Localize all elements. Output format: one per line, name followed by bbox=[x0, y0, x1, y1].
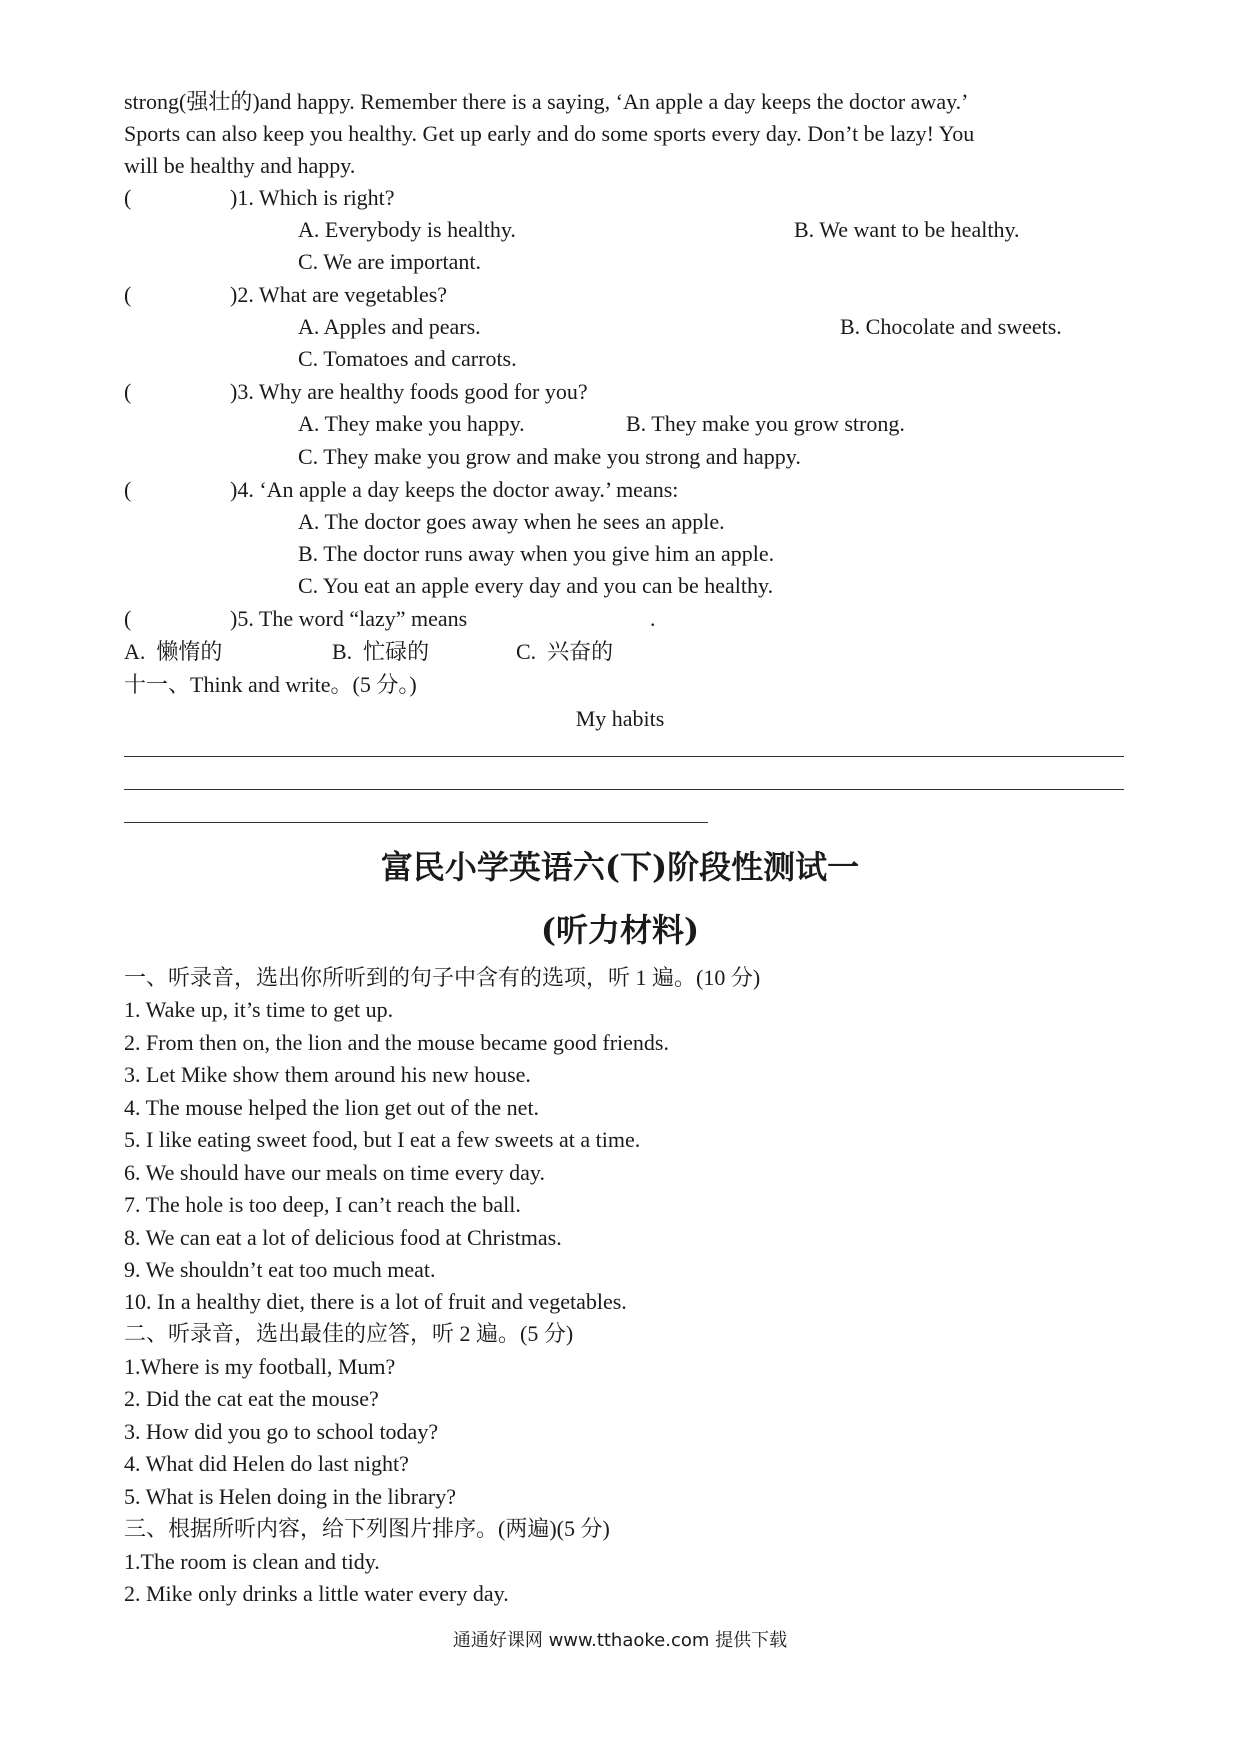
list-item: 10. In a healthy diet, there is a lot of fruit and vegetables. bbox=[124, 1289, 627, 1314]
option-a: A. Everybody is healthy. bbox=[298, 217, 516, 242]
question-stem: )3. Why are healthy foods good for you? bbox=[230, 379, 588, 404]
page-title: 富民小学英语六(下)阶段性测试一 bbox=[380, 848, 860, 886]
answer-bracket: ( bbox=[124, 477, 132, 502]
option-c: C. They make you grow and make you strong and happy. bbox=[298, 444, 801, 469]
option-a: A. 懒惰的 bbox=[124, 639, 223, 664]
option-b: B. We want to be healthy. bbox=[794, 217, 1020, 242]
answer-bracket: ( bbox=[124, 379, 132, 404]
list-item: 1.The room is clean and tidy. bbox=[124, 1549, 380, 1574]
list-item: 8. We can eat a lot of delicious food at Christmas. bbox=[124, 1225, 562, 1250]
list-item: 6. We should have our meals on time every day. bbox=[124, 1160, 546, 1185]
list-item: 2. From then on, the lion and the mouse became good friends. bbox=[124, 1030, 669, 1055]
list-item: 7. The hole is too deep, I can’t reach the ball. bbox=[124, 1192, 521, 1217]
list-item: 5. What is Helen doing in the library? bbox=[124, 1484, 456, 1509]
option-c: C. You eat an apple every day and you can be healthy. bbox=[298, 573, 774, 598]
option-b: B. The doctor runs away when you give him an apple. bbox=[298, 541, 775, 566]
list-item: 1. Wake up, it’s time to get up. bbox=[124, 997, 394, 1022]
list-item: 4. The mouse helped the lion get out of the net. bbox=[124, 1095, 540, 1120]
question-stem: )4. ‘An apple a day keeps the doctor away.’ means: bbox=[230, 477, 679, 502]
option-a: A. They make you happy. bbox=[298, 411, 525, 436]
answer-bracket: ( bbox=[124, 185, 132, 210]
writing-line bbox=[124, 756, 1124, 757]
question-stem: )5. The word “lazy” means bbox=[230, 606, 468, 631]
section-heading: 二、听录音，选出最佳的应答，听 2 遍。(5 分) bbox=[124, 1321, 574, 1346]
footer-watermark: 通通好课网 www.tthaoke.com 提供下载 bbox=[452, 1630, 788, 1651]
essay-title: My habits bbox=[575, 706, 665, 731]
question-stem: )1. Which is right? bbox=[230, 185, 395, 210]
list-item: 1.Where is my football, Mum? bbox=[124, 1354, 396, 1379]
list-item: 5. I like eating sweet food, but I eat a few sweets at a time. bbox=[124, 1127, 641, 1152]
page-subtitle: (听力材料) bbox=[540, 911, 700, 949]
blank-period: . bbox=[650, 606, 656, 631]
list-item: 2. Mike only drinks a little water every day. bbox=[124, 1581, 509, 1606]
option-a: A. Apples and pears. bbox=[298, 314, 481, 339]
list-item: 3. Let Mike show them around his new house. bbox=[124, 1062, 531, 1087]
option-b: B. Chocolate and sweets. bbox=[840, 314, 1062, 339]
option-c: C. 兴奋的 bbox=[516, 639, 614, 664]
option-c: C. We are important. bbox=[298, 249, 481, 274]
passage-line: will be healthy and happy. bbox=[124, 153, 356, 178]
passage-line: Sports can also keep you healthy. Get up early and do some sports every day. Don’t be lazy! You bbox=[124, 121, 975, 146]
list-item: 3. How did you go to school today? bbox=[124, 1419, 439, 1444]
writing-line bbox=[124, 789, 1124, 790]
answer-bracket: ( bbox=[124, 282, 132, 307]
option-b: B. 忙碌的 bbox=[332, 639, 430, 664]
passage-line: strong(强壮的)and happy. Remember there is a saying, ‘An apple a day keeps the doctor away.’ bbox=[124, 89, 969, 114]
list-item: 2. Did the cat eat the mouse? bbox=[124, 1386, 379, 1411]
option-a: A. The doctor goes away when he sees an apple. bbox=[298, 509, 725, 534]
question-stem: )2. What are vegetables? bbox=[230, 282, 448, 307]
option-b: B. They make you grow strong. bbox=[626, 411, 905, 436]
answer-bracket: ( bbox=[124, 606, 132, 631]
option-c: C. Tomatoes and carrots. bbox=[298, 346, 517, 371]
section-heading: 十一、Think and write。(5 分。) bbox=[124, 672, 417, 697]
writing-line bbox=[124, 822, 708, 823]
list-item: 4. What did Helen do last night? bbox=[124, 1451, 409, 1476]
section-heading: 一、听录音，选出你所听到的句子中含有的选项，听 1 遍。(10 分) bbox=[124, 965, 761, 990]
section-heading: 三、根据所听内容，给下列图片排序。(两遍)(5 分) bbox=[124, 1516, 610, 1541]
list-item: 9. We shouldn’t eat too much meat. bbox=[124, 1257, 436, 1282]
